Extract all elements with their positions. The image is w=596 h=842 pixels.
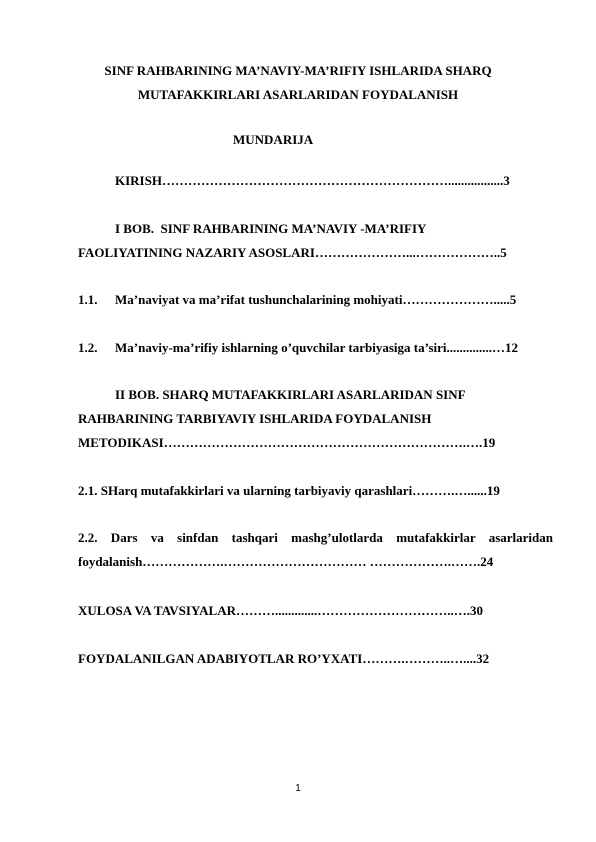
toc-entry-section-2-1: 2.1. SHarq mutafakkirlari va ularning tarbiyaviy qarashlari……….…......19: [78, 483, 500, 498]
toc-entry-section-1-1: Ma’naviyat va ma’rifat tushunchalarining mohiyati………………….....5: [115, 292, 517, 307]
toc-entry-section-2-2-line-2: foydalanish……………….…………………………… ……………….…….24: [78, 554, 494, 569]
toc-entry-chapter-2-line-1: II BOB. SHARQ MUTAFAKKIRLARI ASARLARIDAN SINF: [115, 387, 466, 402]
contents-heading: MUNDARIJA: [233, 132, 314, 147]
toc-entry-references: FOYDALANILGAN ADABIYOTLAR RO’YXATI……….………..…....32: [78, 651, 490, 666]
document-title-line-1: SINF RAHBARINING MA’NAVIY-MA’RIFIY ISHLARIDA SHARQ: [104, 63, 492, 78]
toc-section-number: 1.1.: [78, 292, 98, 307]
toc-entry-section-2-2-line-1: 2.2. Dars va sinfdan tashqari mashg’ulotlarda mutafakkirlar asarlaridan: [78, 530, 553, 545]
toc-entry-chapter-1-line-1: I BOB. SINF RAHBARINING MA’NAVIY -MA’RIFIY: [115, 221, 427, 236]
document-title-line-2: MUTAFAKKIRLARI ASARLARIDAN FOYDALANISH: [137, 87, 459, 102]
toc-entry-conclusion: XULOSA VA TAVSIYALAR……….............…………………………..….30: [78, 603, 483, 618]
toc-entry-kirish: KIRISH………………………………………………………….................3: [115, 173, 510, 188]
toc-entry-chapter-1-line-2: FAOLIYATINING NAZARIY ASOSLARI…………………...………………..5: [78, 245, 507, 260]
toc-entry-chapter-2-line-3: METODIKASI…………………………………………………………….….19: [78, 435, 496, 450]
page-number: 1: [295, 783, 301, 794]
toc-entry-section-1-2: Ma’naviy-ma’rifiy ishlarning o’quvchilar tarbiyasiga ta’siri..............…12: [115, 340, 518, 355]
toc-entry-chapter-2-line-2: RAHBARINING TARBIYAVIY ISHLARIDA FOYDALANISH: [78, 411, 432, 426]
toc-section-number: 1.2.: [78, 340, 98, 355]
